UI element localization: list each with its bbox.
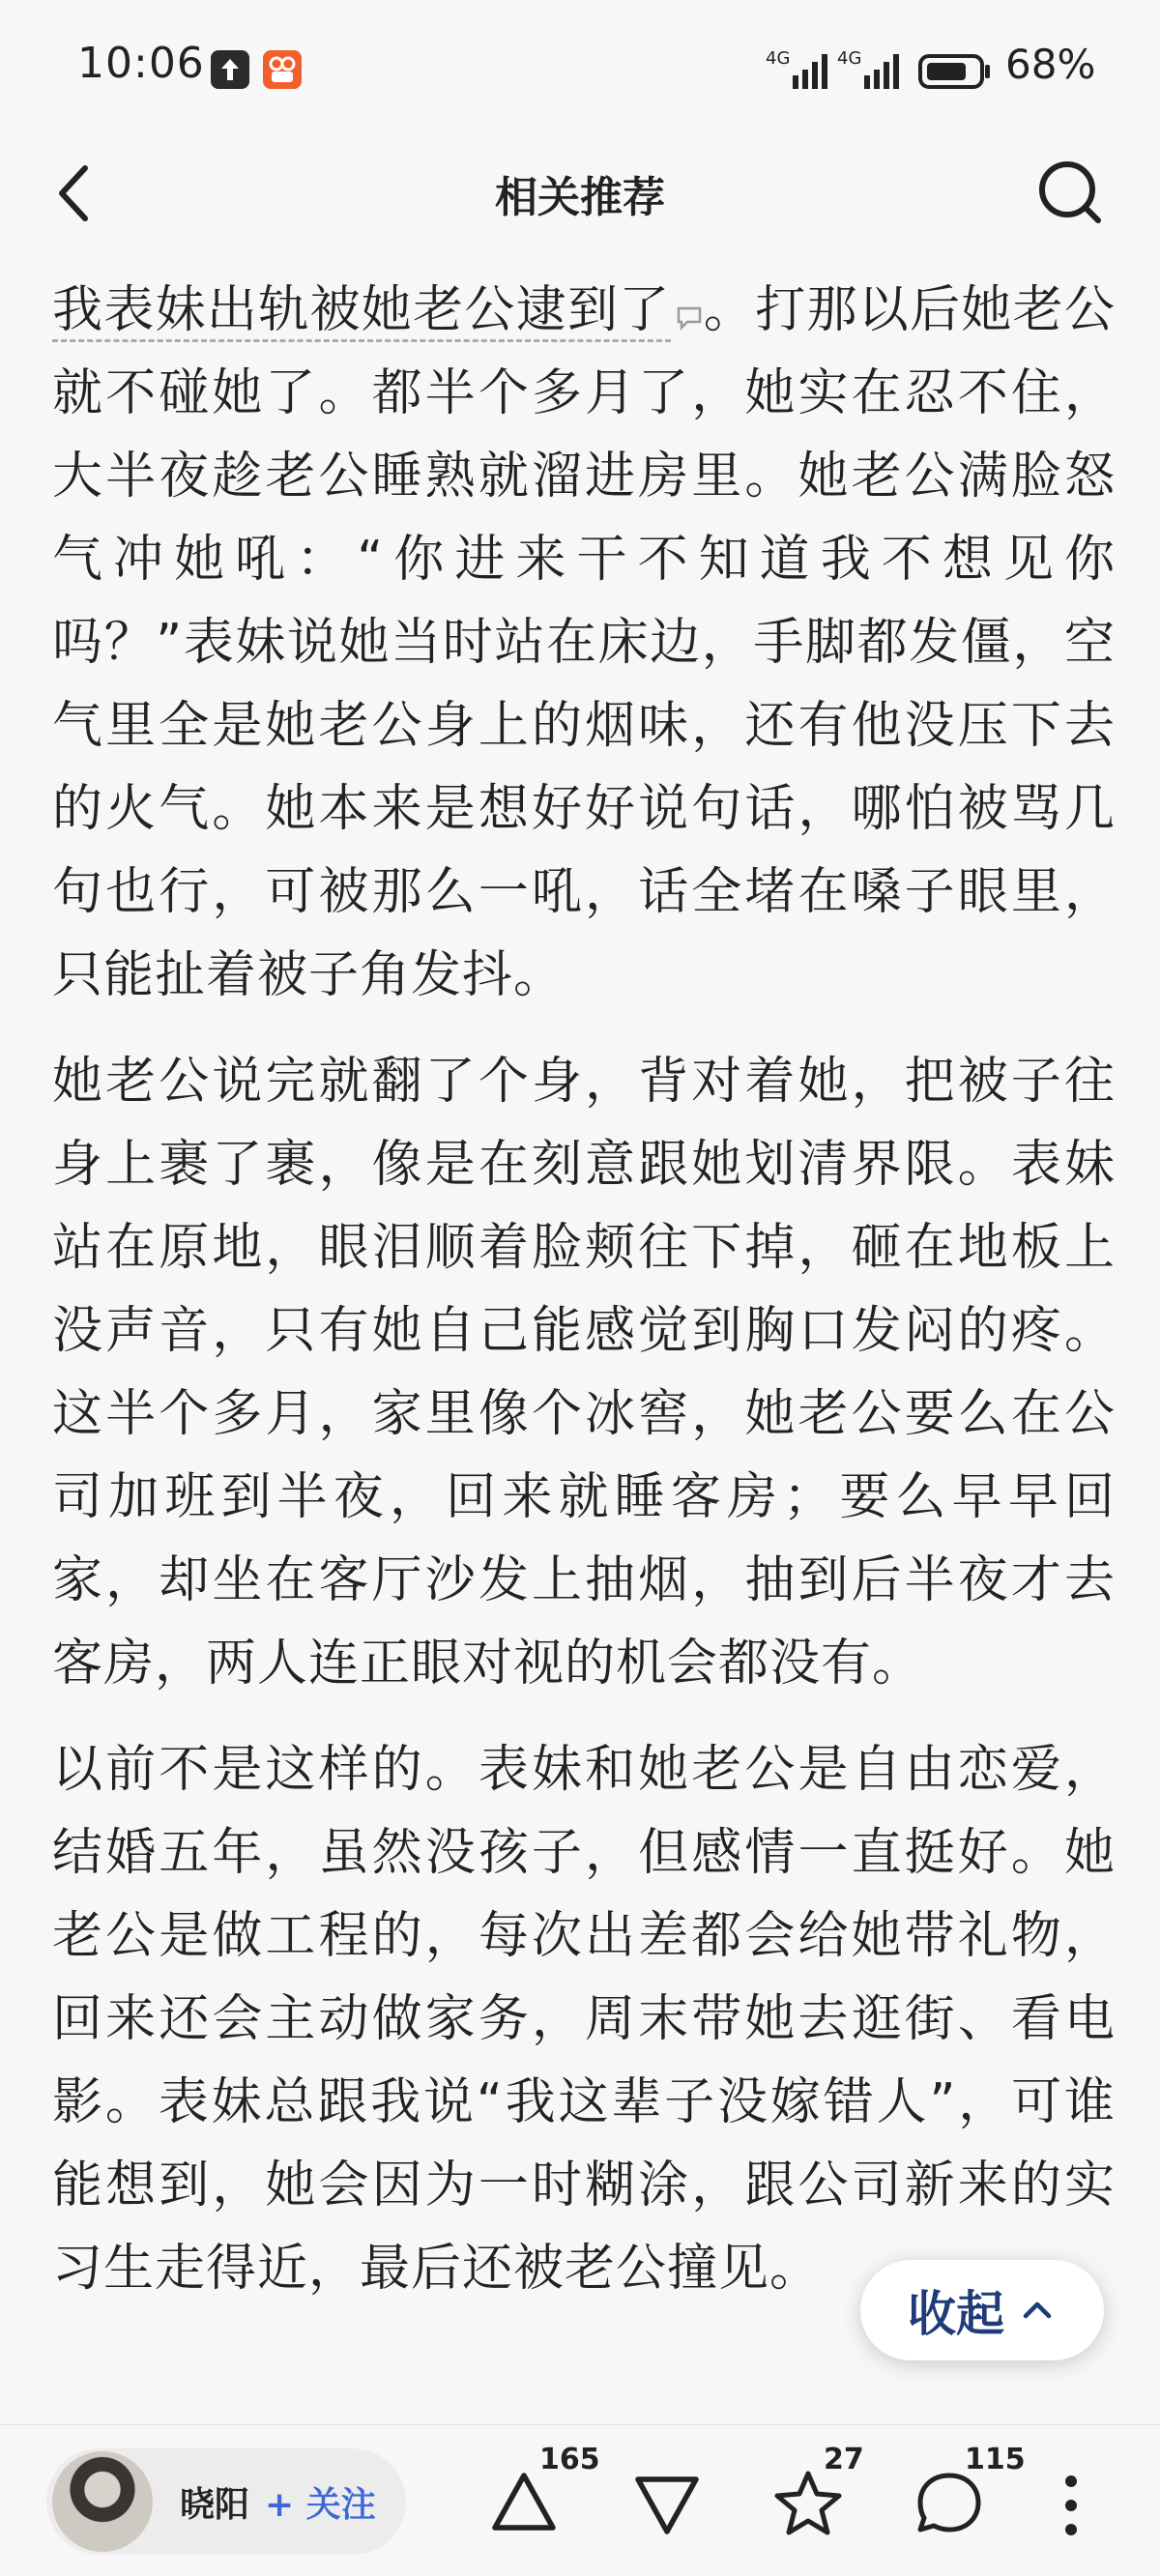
downvote-button[interactable] [628,2454,725,2551]
chevron-up-icon [1018,2291,1057,2330]
top-nav [0,145,1160,251]
collapse-button[interactable] [860,2260,1104,2360]
more-options-icon[interactable] [1063,2472,1079,2539]
upvote-count: 165 [539,2443,600,2476]
favorite-count: 27 [824,2443,864,2476]
paragraph-text: 。打那以后她老公就不碰她了。都半个多月了，她实在忍不住，大半夜趁老公睡熟就溜进房里。她老公满脸怒气冲她吼：“你进来干不知道我不想见你吗？”表妹说她当时站在床边，手脚都发僵，空气里全是她老公身上的烟味，还有他没压下去的火气。她本来是想好好说句话，哪怕被骂几句也行，可被那么一吼，话全堵在嗓子眼里，只能扯着被子角发抖。 [52,281,1116,1004]
paragraph: 她老公说完就翻了个身，背对着她，把被子往身上裹了裹，像是在刻意跟她划清界限。表妹站在原地，眼泪顺着脸颊往下掉，砸在地板上没声音，只有她自己能感觉到胸口发闷的疼。这半个多月，家里像个冰窖，她老公要么在公司加班到半夜，回来就睡客房；要么早早回家，却坐在客厅沙发上抽烟，抽到后半夜才去客房，两人连正眼对视的机会都没有。 [52,1053,1116,1693]
svg-text:4G: 4G [837,48,862,69]
comment-button[interactable] [911,2443,1026,2551]
svg-text:4G: 4G [766,48,791,69]
avatar[interactable] [52,2451,153,2552]
status-time: 10:06 [77,39,205,88]
upvote-button[interactable] [485,2443,600,2551]
highlighted-phrase[interactable]: 我表妹出轨被她老公逮到了 [52,281,671,342]
author-name[interactable]: 晓阳 [180,2485,250,2525]
battery-percent: 68% [1005,41,1096,88]
favorite-button[interactable] [769,2443,866,2551]
bottom-action-bar [0,2424,1160,2576]
signal-icon [837,46,905,91]
downvote-triangle-icon [628,2464,706,2541]
comment-count: 115 [965,2443,1026,2476]
video-app-notification-icon [263,50,302,89]
status-bar [0,0,1160,145]
article-body [52,269,1116,2333]
paragraph [52,269,1116,1017]
search-icon[interactable] [1032,155,1110,232]
paragraph: 以前不是这样的。表妹和她老公是自由恋爱，结婚五年，虽然没孩子，但感情一直挺好。她老公是做工程的，每次出差都会给她带礼物，回来还会主动做家务，周末带她去逛街、看电影。表妹总跟我说“我这辈子没嫁错人”，可谁能想到，她会因为一时糊涂，跟公司新来的实习生走得近，最后还被老公撞见。 [52,1741,1116,2298]
comment-marker-icon[interactable] [675,305,704,331]
upload-notification-icon [211,50,249,89]
follow-button[interactable]: + 关注 [265,2485,376,2525]
page-title: 相关推荐 [495,173,665,222]
collapse-label: 收起 [908,2286,1004,2342]
author-chip[interactable] [46,2448,406,2555]
battery-icon [918,52,992,91]
signal-icon [766,46,833,91]
